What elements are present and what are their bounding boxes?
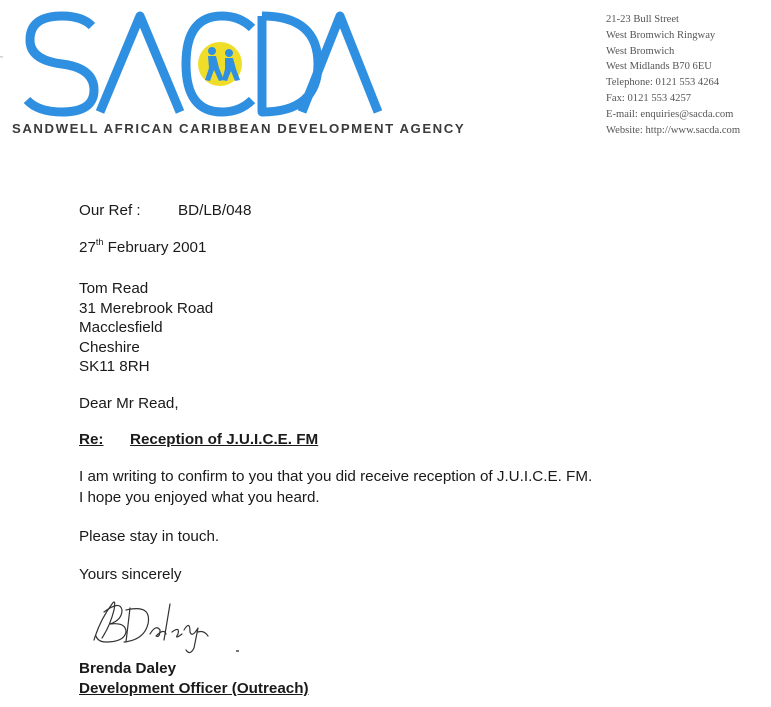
signer-name: Brenda Daley	[79, 660, 177, 677]
signature	[86, 590, 256, 660]
date-day: 27	[79, 239, 96, 256]
agency-address-block	[606, 12, 740, 138]
agency-name: SANDWELL AFRICAN CARIBBEAN DEVELOPMENT AGENCY	[12, 121, 466, 136]
subject-line	[79, 431, 319, 448]
body-paragraph	[79, 467, 592, 508]
subject-label: Re:	[79, 431, 104, 448]
signer-title: Development Officer (Outreach)	[79, 680, 309, 697]
subject-text: Reception of J.U.I.C.E. FM	[130, 431, 319, 448]
email-line: E-mail: enquiries@sacda.com	[606, 108, 734, 120]
website-line: Website: http://www.sacda.com	[606, 124, 741, 136]
paragraph-line: I am writing to confirm to you that you did receive reception of J.U.I.C.E. FM.	[79, 468, 593, 485]
address-line: 21-23 Bull Street	[606, 14, 679, 25]
ref-value: BD/LB/048	[178, 202, 252, 219]
recipient-postcode: SK11 8RH	[79, 358, 150, 376]
date-rest: February 2001	[103, 239, 207, 256]
address-line: West Midlands B70 6EU	[606, 61, 712, 73]
telephone-line: Telephone: 0121 553 4264	[606, 77, 720, 89]
sacda-logo	[22, 8, 382, 120]
recipient-street: 31 Merebrook Road	[79, 299, 214, 317]
ink-dot	[236, 650, 239, 652]
salutation: Dear Mr Read,	[79, 395, 179, 412]
recipient-county: Cheshire	[79, 338, 140, 356]
recipient-name: Tom Read	[79, 280, 149, 297]
letter-date	[79, 239, 206, 256]
date-suffix: th	[95, 237, 104, 247]
body-paragraph-2: Please stay in touch.	[79, 528, 220, 545]
fax-line: Fax: 0121 553 4257	[606, 92, 692, 104]
complimentary-close: Yours sincerely	[79, 566, 182, 583]
paragraph-line: I hope you enjoyed what you heard.	[79, 488, 320, 506]
address-line: West Bromwich	[606, 45, 675, 57]
our-reference	[79, 202, 252, 219]
address-line: West Bromwich Ringway	[606, 29, 716, 41]
scan-mark: ˇ	[0, 55, 3, 65]
recipient-address	[79, 279, 213, 377]
recipient-town: Macclesfield	[79, 319, 163, 337]
ref-label: Our Ref :	[79, 202, 141, 219]
